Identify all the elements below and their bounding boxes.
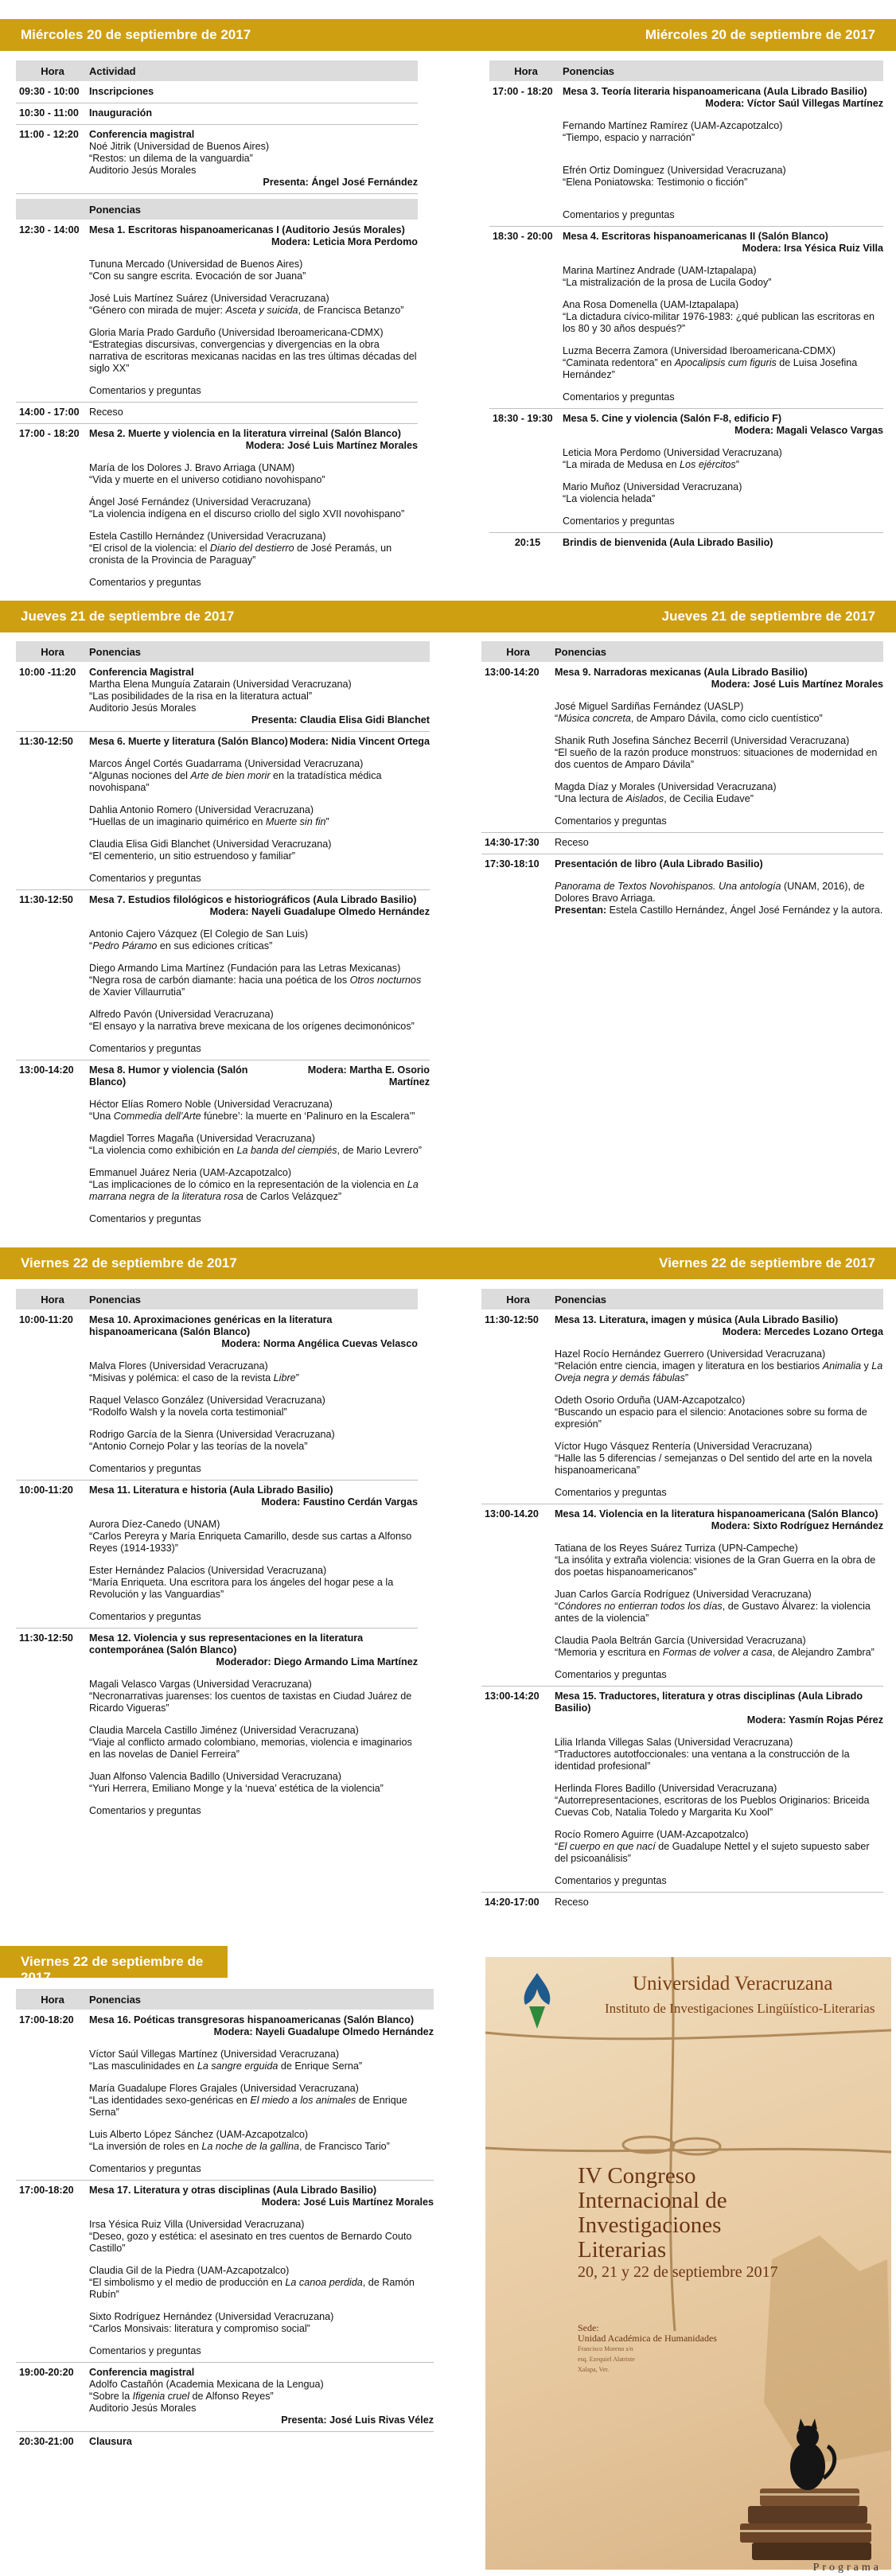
table-header: Hora Ponencias (489, 60, 883, 81)
congress-poster (485, 1957, 891, 2570)
wednesday-left-column (16, 60, 418, 589)
poster-institute: Instituto de Investigaciones Lingüístico-Literarias (605, 2001, 875, 2016)
event-row: 13:00-14.20 Mesa 14. Violencia en la literatura hispanoamericana (Salón Blanco) Modera: Sixto Rodríguez Hernández Tatiana de los Reyes Suárez Turriza (UPN-Campeche) “La insólita y extraña violencia: visiones de la Gran Guerra en la obra de dos poetas hispanoamericanos” Juan Carlos García Rodríguez (Universidad Veracruzana) “Cóndores no entierran todos los días, de Gustavo Álvarez: la violencia antes de la violencia” Claudia Paola Beltrán García (Universidad Veracruzana) “Memoria y escritura en Formas de volver a casa, de Alejandro Zambra” Comentarios y preguntas (485, 1508, 883, 1680)
day-title-right: Miércoles 20 de septiembre de 2017 (645, 27, 875, 42)
table-header: Hora Ponencias (481, 1289, 883, 1309)
table-header: Ponencias (16, 199, 418, 220)
event-row: 10:00 -11:20 Conferencia Magistral Martha Elena Munguía Zatarain (Universidad Veracruzana) “Las posibilidades de la risa en la literatura actual” Auditorio Jesús Morales Presenta: Claudia Elisa Gidi Blanchet (19, 667, 430, 726)
event-row: 17:00 - 18:20 Mesa 2. Muerte y violencia en la literatura virreinal (Salón Blanco) Modera: José Luis Martínez Morales María de los Dolores J. Bravo Arriaga (UNAM) “Vida y muerte en el universo cotidiano novohispano” Ángel José Fernández (Universidad Veracruzana) “La violencia indígena en el discurso criollo del siglo XVII novohispano” Estela Castillo Hernández (Universidad Veracruzana) “El crisol de la violencia: el Diario del destierro de José Peramás, un cronista de la Provincia de Paraguay” Comentarios y preguntas (19, 428, 418, 588)
event-row: 19:00-20:20 Conferencia magistral Adolfo Castañón (Academia Mexicana de la Lengua) “Sobre la Ifigenia cruel de Alfonso Reyes” Auditorio Jesús Morales Presenta: José Luis Rivas Vélez (19, 2367, 434, 2426)
day-band-friday: Viernes 22 de septiembre de 2017 Viernes 22 de septiembre de 2017 (0, 1247, 896, 1279)
event-row: 10:30 - 11:00 Inauguración (19, 107, 153, 119)
event-row: 13:00-14:20 Mesa 9. Narradoras mexicanas (Aula Librado Basilio) Modera: José Luis Martínez Morales José Miguel Sardiñas Fernández (UASLP) “Música concreta, de Amparo Dávila, como ciclo cuentístico” Shanik Ruth Josefina Sánchez Becerril (Universidad Veracruzana) “El sueño de la razón produce monstruos: situaciones de modernidad en dos cuentos de Amparo Dávila” Magda Díaz y Morales (Universidad Veracruzana) “Una lectura de Aislados, de Cecilia Eudave” Comentarios y preguntas (485, 667, 883, 827)
poster-dates: 20, 21 y 22 de septiembre 2017 (578, 2263, 778, 2281)
poster-congress-title: IV Congreso Internacional de Investigaciones Literarias (578, 2163, 727, 2263)
uv-logo-icon (524, 1973, 551, 2029)
event-row: 13:00-14:20 Mesa 15. Traductores, literatura y otras disciplinas (Aula Librado Basilio) Modera: Yasmín Rojas Pérez Lilia Irlanda Villegas Salas (Universidad Veracruzana) “Traductores autotfoccionales: una ventana a la construcción de la identidad profesional” Herlinda Flores Badillo (Universidad Veracruzana) “Autorrepresentaciones, escritoras de los Pueblos Originarios: Briceida Cuevas Cob, Natalia Toledo y Margarita Ku Xool” Rocío Romero Aguirre (UAM-Azcapotzalco) “El cuerpo en que nací de Guadalupe Nettel y el sujeto supuesto saber del psicoanálisis” Comentarios y preguntas (485, 1691, 883, 1886)
programa-label: Programa (812, 2562, 882, 2574)
event-row: 14:30-17:30 Receso (485, 837, 589, 848)
event-row: 11:30-12:50 Mesa 6. Muerte y literatura (Salón Blanco) Modera: Nidia Vincent Ortega Marcos Ángel Cortés Guadarrama (Universidad Veracruzana) “Algunas nociones del Arte de bien morir en la tratadística médica novohispana” Dahlia Antonio Romero (Universidad Veracruzana) “Huellas de un imaginario quimérico en Muerte sin fin” Claudia Elisa Gidi Blanchet (Universidad Veracruzana) “El cementerio, un sitio estruendoso y familiar” Comentarios y preguntas (19, 736, 430, 884)
wednesday-right-column (489, 60, 883, 549)
event-row: 17:00-18:20 Mesa 16. Poéticas transgresoras hispanoamericanas (Salón Blanco) Modera: Nayeli Guadalupe Olmedo Hernández Víctor Saúl Villegas Martínez (Universidad Veracruzana) “Las masculinidades en La sangre erguida de Enrique Serna” María Guadalupe Flores Grajales (Universidad Veracruzana) “Las identidades sexo-genéricas en El miedo a los animales de Enrique Serna” Luis Alberto López Sánchez (UAM-Azcapotzalco) “La inversión de roles en La noche de la gallina, de Francisco Tario” Comentarios y preguntas (19, 2014, 434, 2174)
torn-paper (764, 2236, 891, 2466)
event-row: 11:00 - 12:20 Conferencia magistral Noé Jitrik (Universidad de Buenos Aires) “Restos: un dilema de la vanguardia” Auditorio Jesús Morales Presenta: Ángel José Fernández (19, 129, 418, 188)
thursday-right-column (481, 641, 883, 916)
poster-venue: Sede: Unidad Académica de Humanidades Francisco Moreno s/n esq. Ezequiel Alatriste Xalapa, Ver. (578, 2322, 717, 2373)
table-header: Hora Ponencias (16, 641, 430, 662)
day-band-wednesday (0, 19, 896, 51)
twine-line (485, 2148, 891, 2152)
twine-bow (672, 2138, 720, 2154)
event-row: 10:00-11:20 Mesa 11. Literatura e historia (Aula Librado Basilio) Modera: Faustino Cerdán Vargas Aurora Díez-Canedo (UNAM) “Carlos Pereyra y María Enriqueta Camarillo, desde sus cartas a Alfonso Reyes (1914-1933)” Ester Hernández Palacios (Universidad Veracruzana) “María Enriqueta. Una escritora para los ángeles del hogar pese a la Revolución y las Vanguardias” Comentarios y preguntas (19, 1485, 418, 1622)
event-row: 18:30 - 20:00 Mesa 4. Escritoras hispanoamericanas II (Salón Blanco) Modera: Irsa Yésica Ruiz Villa Marina Martínez Andrade (UAM-Iztapalapa) “La mistralización de la prosa de Lucila Godoy” Ana Rosa Domenella (UAM-Iztapalapa) “La dictadura cívico-militar 1976-1983: ¿qué publican las escritoras en los 80 y 30 años después?” Luzma Becerra Zamora (Universidad Iberoamericana-CDMX) “Caminata redentora” en Apocalipsis cum figuris de Luisa Josefina Hernández” Comentarios y preguntas (493, 231, 883, 403)
day-band-thursday: Jueves 21 de septiembre de 2017 Jueves 21 de septiembre de 2017 (0, 601, 896, 632)
event-row: 13:00-14:20 Mesa 8. Humor y violencia (Salón Blanco) Modera: Martha E. Osorio Martínez Héctor Elías Romero Noble (Universidad Veracruzana) “Una Commedia dell’Arte fúnebre’: la muerte en ‘Palinuro en la Escalera’” Magdiel Torres Magaña (Universidad Veracruzana) “La violencia como exhibición en La banda del ciempiés, de Mario Levrero” Emmanuel Juárez Neria (UAM-Azcapotzalco) “Las implicaciones de lo cómico en la representación de la violencia en La marrana negra de la literatura rosa de Carlos Velázquez” Comentarios y preguntas (19, 1064, 430, 1224)
table-header: Hora Ponencias (16, 1289, 418, 1309)
poster-university: Universidad Veracruzana (633, 1973, 833, 1994)
event-row: 20:30-21:00 Clausura (19, 2436, 132, 2447)
table-header: Hora Ponencias (16, 1989, 434, 2010)
event-row: 17:00 - 18:20 Mesa 3. Teoría literaria hispanoamericana (Aula Librado Basilio) Modera: Víctor Saúl Villegas Martínez Fernando Martínez Ramírez (UAM-Azcapotzalco) “Tiempo, espacio y narración” Efrén Ortiz Domínguez (Universidad Veracruzana) “Elena Poniatowska: Testimonio o ficción” Comentarios y preguntas (493, 86, 883, 220)
twine-line (485, 2030, 891, 2039)
day-band-friday-evening: Viernes 22 de septiembre de 2017 (0, 1946, 228, 1978)
event-row: 20:15 Brindis de bienvenida (Aula Librado Basilio) (514, 537, 773, 548)
friday-evening-column (16, 1989, 434, 2448)
event-row: 14:20-17:00 Receso (485, 1897, 589, 1908)
event-row: 09:30 - 10:00 Inscripciones (19, 86, 154, 97)
event-row: 11:30-12:50 Mesa 12. Violencia y sus representaciones en la literatura contemporánea (Salón Blanco) Moderador: Diego Armando Lima Martínez Magali Velasco Vargas (Universidad Veracruzana) “Necronarrativas juarenses: los cuentos de taxistas en Ciudad Juárez de Ricardo Vigueras” Claudia Marcela Castillo Jiménez (Universidad Veracruzana) “Viaje al conflicto armado colombiano, memorias, violencia e imaginarios en las novelas de Daniel Ferreira” Juan Alfonso Valencia Badillo (Universidad Veracruzana) “Yuri Herrera, Emiliano Monge y la ‘nueva’ estética de la violencia” Comentarios y preguntas (19, 1632, 418, 1816)
table-header: Hora Ponencias (481, 641, 883, 662)
event-row: 14:00 - 17:00 Receso (19, 407, 123, 418)
day-title-left: Miércoles 20 de septiembre de 2017 (21, 27, 251, 42)
event-row: 17:30-18:10 Presentación de libro (Aula Librado Basilio) Panorama de Textos Novohispanos. Una antología (UNAM, 2016), de Dolores Bravo Arriaga. Presentan: Estela Castillo Hernández, Ángel José Fernández y la autora. (485, 858, 883, 916)
books-stack-icon (740, 2488, 871, 2560)
table-header: Hora Actividad (16, 60, 418, 81)
event-row: 10:00-11:20 Mesa 10. Aproximaciones genéricas en la literatura hispanoamericana (Salón Blanco) Modera: Norma Angélica Cuevas Velasco Malva Flores (Universidad Veracruzana) “Misivas y polémica: el caso de la revista Libre” Raquel Velasco González (Universidad Veracruzana) “Rodolfo Walsh y la novela corta testimonial” Rodrigo García de la Sienra (Universidad Veracruzana) “Antonio Cornejo Polar y las teorías de la novela” Comentarios y preguntas (19, 1314, 418, 1474)
thursday-left-column (16, 641, 430, 1225)
event-row: 11:30-12:50 Mesa 7. Estudios filológicos e historiográficos (Aula Librado Basilio) Modera: Nayeli Guadalupe Olmedo Hernández Antonio Cajero Vázquez (El Colegio de San Luis) “Pedro Páramo en sus ediciones críticas” Diego Armando Lima Martínez (Fundación para las Letras Mexicanas) “Negra rosa de carbón diamante: hacia una poética de los Otros nocturnos de Xavier Villaurrutia” Alfredo Pavón (Universidad Veracruzana) “El ensayo y la narrativa breve mexicana de los orígenes decimonónicos” Comentarios y preguntas (19, 894, 430, 1054)
friday-left-column (16, 1289, 418, 1817)
event-row: 18:30 - 19:30 Mesa 5. Cine y violencia (Salón F-8, edificio F) Modera: Magali Velasco Vargas Leticia Mora Perdomo (Universidad Veracruzana) “La mirada de Medusa en Los ejércitos” Mario Muñoz (Universidad Veracruzana) “La violencia helada” Comentarios y preguntas (493, 413, 883, 527)
event-row: 17:00-18:20 Mesa 17. Literatura y otras disciplinas (Aula Librado Basilio) Modera: José Luis Martínez Morales Irsa Yésica Ruiz Villa (Universidad Veracruzana) “Deseo, gozo y estética: el asesinato en tres cuentos de Bernardo Couto Castillo” Claudia Gil de la Piedra (UAM-Azcapotzalco) “El simbolismo y el medio de producción en La canoa perdida, de Ramón Rubín” Sixto Rodríguez Hernández (Universidad Veracruzana) “Carlos Monsivais: literatura y compromiso social” Comentarios y preguntas (19, 2185, 434, 2356)
event-row: 11:30-12:50 Mesa 13. Literatura, imagen y música (Aula Librado Basilio) Modera: Mercedes Lozano Ortega Hazel Rocío Hernández Guerrero (Universidad Veracruzana) “Relación entre ciencia, imagen y literatura en los bestiarios Animalia y La Oveja negra y demás fábulas” Odeth Osorio Orduña (UAM-Azcapotzalco) “Buscando un espacio para el silencio: Anotaciones sobre su forma de expresión” Víctor Hugo Vásquez Rentería (Universidad Veracruzana) “Halle las 5 diferencias / semejanzas o Del sentido del arte en la novela hispanoamericana” Comentarios y preguntas (485, 1314, 883, 1498)
friday-right-column (481, 1289, 883, 1909)
event-row: 12:30 - 14:00 Mesa 1. Escritoras hispanoamericanas I (Auditorio Jesús Morales) Modera: Leticia Mora Perdomo Tununa Mercado (Universidad de Buenos Aires) “Con su sangre escrita. Evocación de sor Juana” José Luis Martínez Suárez (Universidad Veracruzana) “Género con mirada de mujer: Asceta y suicida, de Francisca Betanzo” Gloria María Prado Garduño (Universidad Iberoamericana-CDMX) “Estrategias discursivas, convergencias y divergencias en la obra narrativa de escritoras mexicanas nacidas en las tres últimas décadas del siglo XX” Comentarios y preguntas (19, 224, 418, 396)
